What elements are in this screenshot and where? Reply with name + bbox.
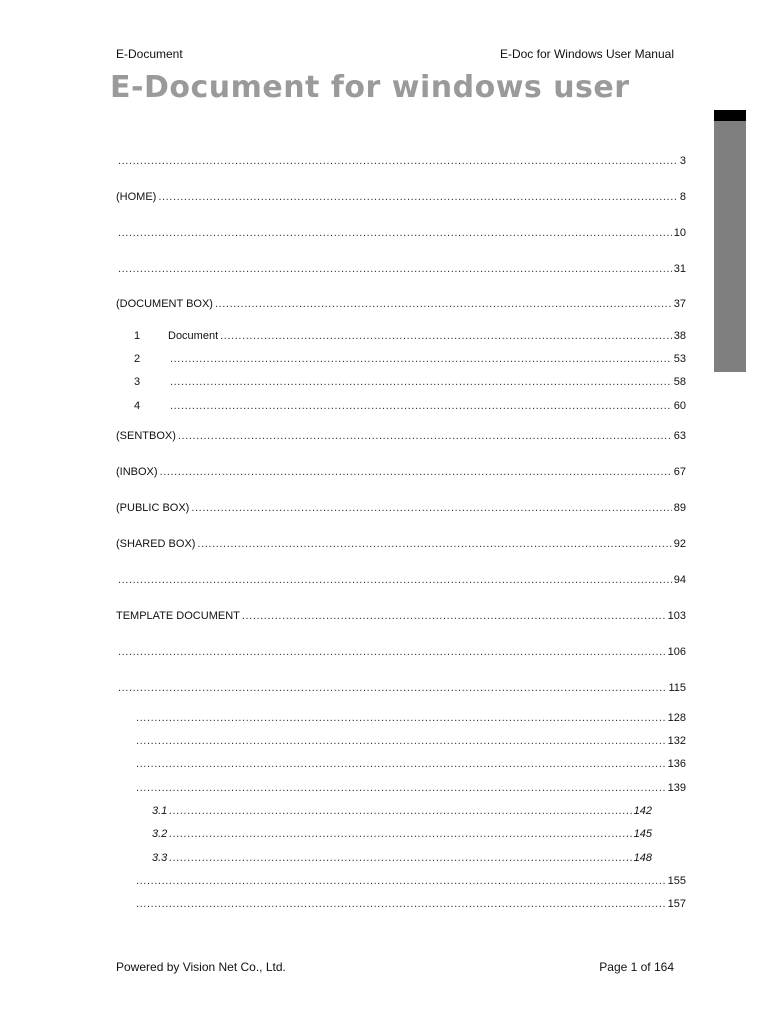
- toc-leader-dots: [242, 610, 666, 622]
- toc-subsubentry-title: 3.1: [152, 805, 168, 817]
- toc-subentry-page: 53: [673, 353, 686, 365]
- toc-subentry[interactable]: [134, 735, 686, 747]
- running-header-right: E-Doc for Windows User Manual: [499, 47, 674, 61]
- toc-leader-dots: [197, 538, 671, 550]
- toc-subentry-page: 58: [673, 376, 686, 388]
- toc-subsubentry-title: 3.3: [152, 852, 168, 864]
- toc-subentry-number: 3: [134, 376, 141, 388]
- toc-subentry[interactable]: [134, 376, 686, 388]
- toc-subentry-number: 1: [134, 330, 141, 342]
- toc-leader-dots: [136, 712, 666, 724]
- toc-subsubentry[interactable]: [152, 828, 652, 840]
- toc-leader-dots: [215, 298, 672, 310]
- toc-leader-dots: [118, 227, 672, 239]
- toc-subentry-page: 38: [673, 330, 686, 342]
- footer-page-number: Page 1 of 164: [599, 960, 674, 974]
- toc-leader-dots: [169, 852, 631, 864]
- toc-subentry-page: 60: [673, 400, 686, 412]
- toc-entry-title: TEMPLATE DOCUMENT: [116, 610, 240, 622]
- toc-subentry-title: Document: [168, 330, 219, 342]
- toc-subentry-page: 136: [667, 758, 686, 770]
- toc-entry[interactable]: [116, 227, 686, 239]
- toc-entry-page: 3: [679, 155, 686, 167]
- toc-subentry[interactable]: [134, 712, 686, 724]
- toc-entry[interactable]: [116, 646, 686, 658]
- toc-leader-dots: [136, 735, 666, 747]
- toc-subentry[interactable]: [134, 400, 686, 412]
- toc-entry[interactable]: [116, 538, 686, 550]
- toc-subentry[interactable]: [134, 330, 686, 342]
- toc-entry[interactable]: [116, 263, 686, 275]
- toc-entry-page: 103: [667, 610, 686, 622]
- toc-subentry[interactable]: [134, 353, 686, 365]
- toc-entry-page: 8: [679, 191, 686, 203]
- toc-leader-dots: [220, 330, 672, 342]
- toc-leader-dots: [136, 898, 666, 910]
- toc-entry-title: (INBOX): [116, 466, 158, 478]
- toc-entry-page: 115: [668, 682, 686, 694]
- toc-subentry[interactable]: [134, 758, 686, 770]
- toc-subentry-page: 155: [667, 875, 686, 887]
- toc-entry-title: (SHARED BOX): [116, 538, 196, 550]
- toc-subentry-page: 157: [667, 898, 686, 910]
- toc-entry[interactable]: [116, 574, 686, 586]
- toc-entry[interactable]: [116, 466, 686, 478]
- toc-entry[interactable]: [116, 191, 686, 203]
- toc-leader-dots: [178, 430, 672, 442]
- toc-subsubentry[interactable]: [152, 852, 652, 864]
- toc-subentry-page: 132: [667, 735, 686, 747]
- toc-subsubentry-page: 145: [633, 828, 652, 840]
- toc-entry[interactable]: [116, 610, 686, 622]
- toc-entry-page: 94: [673, 574, 686, 586]
- toc-leader-dots: [118, 574, 672, 586]
- toc-leader-dots: [169, 828, 631, 840]
- toc-entry-page: 63: [673, 430, 686, 442]
- toc-entry-page: 10: [673, 227, 686, 239]
- toc-entry[interactable]: [116, 430, 686, 442]
- toc-entry-title: (DOCUMENT BOX): [116, 298, 213, 310]
- toc-entry-title: (HOME): [116, 191, 157, 203]
- toc-subentry[interactable]: [134, 875, 686, 887]
- toc-leader-dots: [158, 191, 678, 203]
- toc-subsubentry-page: 142: [633, 805, 652, 817]
- toc-leader-dots: [136, 758, 666, 770]
- toc-entry-page: 67: [673, 466, 686, 478]
- toc-entry-page: 89: [673, 502, 686, 514]
- toc-subentry-number: 4: [134, 400, 141, 412]
- toc-leader-dots: [160, 466, 672, 478]
- toc-leader-dots: [170, 353, 672, 365]
- toc-entry-page: 31: [673, 263, 686, 275]
- toc-subsubentry-page: 148: [633, 852, 652, 864]
- toc-entry-title: (SENTBOX): [116, 430, 176, 442]
- toc-entry-page: 106: [667, 646, 686, 658]
- toc-entry[interactable]: [116, 298, 686, 310]
- toc-subentry[interactable]: [134, 782, 686, 794]
- toc-entry-page: 92: [673, 538, 686, 550]
- toc-leader-dots: [170, 376, 672, 388]
- toc-leader-dots: [170, 400, 672, 412]
- toc-leader-dots: [118, 646, 666, 658]
- toc-subentry-number: 2: [134, 353, 141, 365]
- toc-subsubentry[interactable]: [152, 805, 652, 817]
- toc-leader-dots: [136, 875, 666, 887]
- toc-leader-dots: [136, 782, 666, 794]
- toc-leader-dots: [118, 682, 666, 694]
- toc-subsubentry-title: 3.2: [152, 828, 168, 840]
- side-tab-label: E-Document for windows: [623, 129, 640, 326]
- toc-subentry[interactable]: [134, 898, 686, 910]
- toc-subentry-page: 128: [667, 712, 686, 724]
- running-header-left: E-Document: [116, 47, 183, 61]
- toc-leader-dots: [169, 805, 631, 817]
- toc-entry-title: (PUBLIC BOX): [116, 502, 190, 514]
- toc-entry[interactable]: [116, 502, 686, 514]
- document-banner: E-Document for windows user: [110, 70, 630, 105]
- toc-entry[interactable]: [116, 682, 686, 694]
- toc-entry-page: 37: [673, 298, 686, 310]
- toc-subentry-page: 139: [667, 782, 686, 794]
- toc-leader-dots: [118, 155, 678, 167]
- toc-leader-dots: [191, 502, 671, 514]
- toc-leader-dots: [118, 263, 672, 275]
- toc-entry[interactable]: [116, 155, 686, 167]
- footer-left: Powered by Vision Net Co., Ltd.: [116, 960, 286, 974]
